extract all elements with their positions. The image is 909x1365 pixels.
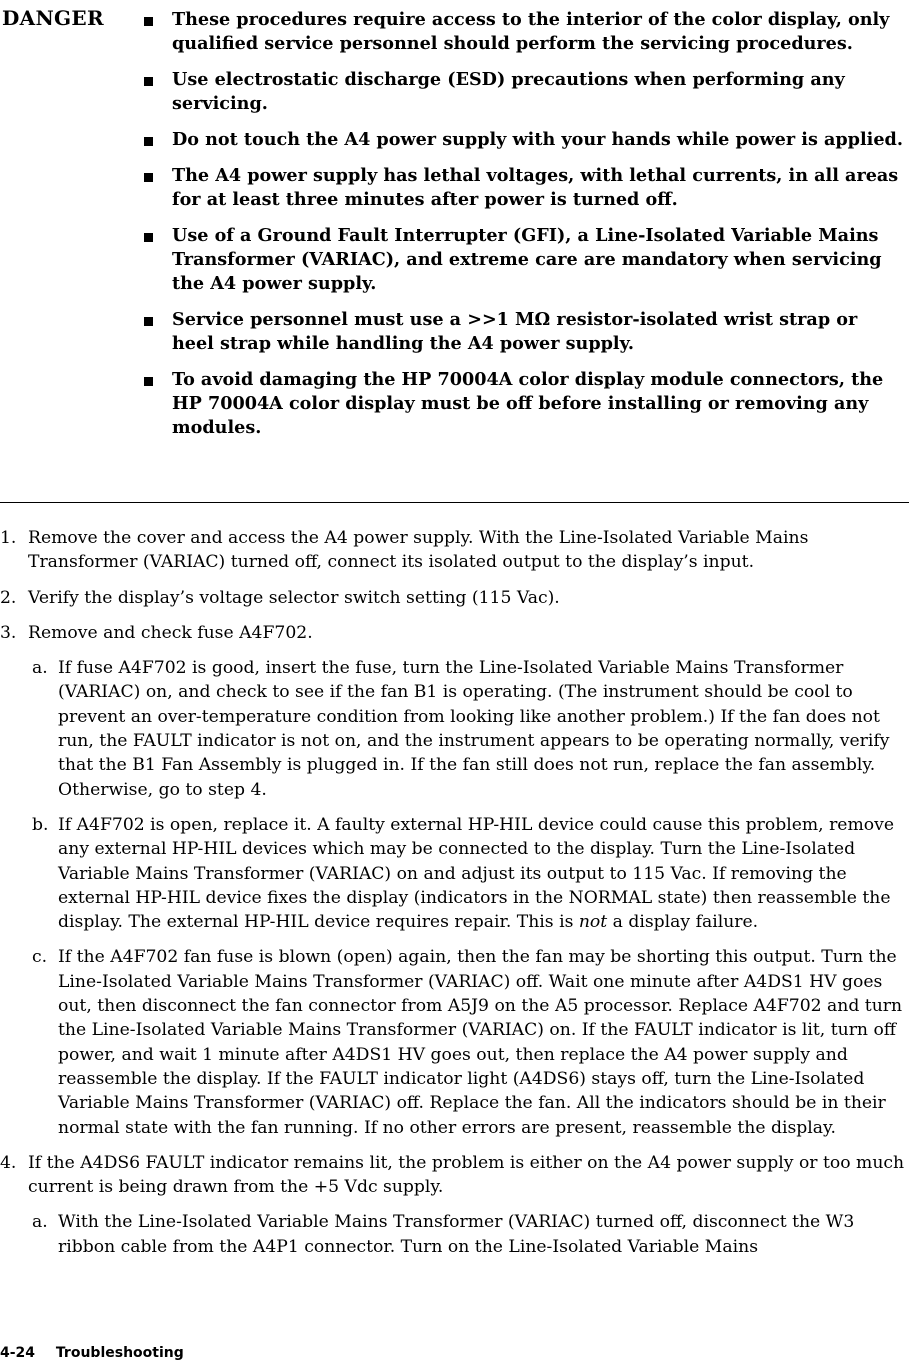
substep-3c [0, 945, 905, 1139]
square-bullet-icon [144, 377, 153, 386]
substep-3a [0, 656, 905, 802]
step-text: Remove and check fuse A4F702. [28, 622, 313, 643]
substep-letter: c. [32, 947, 48, 968]
step-number: 1. [0, 528, 17, 548]
step-text: Verify the display’s voltage selector switch setting (115 Vac). [28, 587, 560, 608]
step-text: Remove the cover and access the A4 power supply. With the Line-Isolated Variable Mains Transformer (VARIAC) turned off, connect its isolated output to the display’s input. [28, 528, 809, 573]
step-1 [0, 526, 905, 575]
substep-text-before: If A4F702 is open, replace it. A faulty external HP-HIL device could cause this problem, remove any external HP-HIL devices which may be connected to the display. Turn the Line-Isolated Variable Mains Transformer (VARIAC) on and adjust its output to 115 Vac. If removing the external HP-HIL device fixes the display (indicators in the NORMAL state) then reassemble the display. The external HP-HIL device requires repair. This is [58, 814, 895, 933]
step-number: 4. [0, 1152, 17, 1173]
danger-item [144, 128, 904, 152]
substep-text [58, 815, 894, 932]
danger-item-text: Do not touch the A4 power supply with your hands while power is applied. [172, 129, 903, 150]
procedure-steps [0, 526, 905, 1270]
square-bullet-icon [144, 233, 153, 242]
substep-text-after: a display failure. [607, 912, 759, 933]
square-bullet-icon [144, 77, 153, 86]
footer-section-title: Troubleshooting [55, 1345, 184, 1361]
section-divider [0, 502, 909, 503]
danger-item-text: To avoid damaging the HP 70004A color display module connectors, the HP 70004A color display must be off before installing or removing any modules. [172, 369, 884, 438]
substep-letter: b. [32, 814, 49, 835]
square-bullet-icon [144, 173, 153, 182]
danger-item-text: These procedures require access to the interior of the color display, only qualified service personnel should perform the servicing procedures. [172, 9, 890, 54]
page-footer [0, 1345, 184, 1361]
step-2 [0, 586, 905, 610]
substep-4a [0, 1210, 905, 1259]
danger-label: DANGER [2, 6, 104, 30]
danger-item [144, 368, 904, 440]
danger-list [144, 8, 904, 452]
danger-item [144, 164, 904, 212]
substep-text: With the Line-Isolated Variable Mains Transformer (VARIAC) turned off, disconnect the W3 ribbon cable from the A4P1 connector. Turn on the Line-Isolated Variable Mains [58, 1212, 855, 1257]
danger-item-text: Service personnel must use a >>1 MΩ resistor-isolated wrist strap or heel strap while handling the A4 power supply. [172, 309, 858, 354]
footer-page-number: 4-24 [0, 1345, 36, 1361]
substep-text: If the A4F702 fan fuse is blown (open) again, then the fan may be shorting this output. Turn the Line-Isolated Variable Mains Transformer (VARIAC) off. Wait one minute after A4DS1 HV goes out, then disconnect the fan connector from A5J9 on the A5 processor. Replace A4F702 and turn the Line-Isolated Variable Mains Transformer (VARIAC) on. If the FAULT indicator is lit, turn off power, and wait 1 minute after A4DS1 HV goes out, then replace the A4 power supply and reassemble the display. If the FAULT indicator light (A4DS6) stays off, turn the Line-Isolated Variable Mains Transformer (VARIAC) off. Replace the fan. All the indicators should be in their normal state with the fan running. If no other errors are present, reassemble the display. [58, 947, 903, 1138]
emphasis-text: not [578, 912, 608, 933]
danger-item-text: The A4 power supply has lethal voltages, with lethal currents, in all areas for at least three minutes after power is turned off. [172, 165, 899, 210]
danger-item-text: Use electrostatic discharge (ESD) precautions when performing any servicing. [172, 69, 845, 114]
substep-3b [0, 813, 905, 934]
danger-item [144, 68, 904, 116]
danger-item [144, 8, 904, 56]
substep-text: If fuse A4F702 is good, insert the fuse, turn the Line-Isolated Variable Mains Transformer (VARIAC) on, and check to see if the fan B1 is operating. (The instrument should be cool to prevent an over-temperature condition from looking like another problem.) If the fan does not run, the FAULT indicator is not on, and the instrument appears to be operating normally, verify that the B1 Fan Assembly is plugged in. If the fan still does not run, replace the fan assembly. Otherwise, go to step 4. [58, 658, 890, 800]
substep-letter: a. [32, 658, 48, 679]
danger-item-text: Use of a Ground Fault Interrupter (GFI), a Line-Isolated Variable Mains Transformer (VARIAC), and extreme care are mandatory when servicing the A4 power supply. [172, 225, 882, 294]
square-bullet-icon [144, 137, 153, 146]
step-number: 2. [0, 587, 17, 608]
danger-item [144, 308, 904, 356]
square-bullet-icon [144, 317, 153, 326]
square-bullet-icon [144, 17, 153, 26]
step-number: 3. [0, 622, 17, 643]
step-text: If the A4DS6 FAULT indicator remains lit, the problem is either on the A4 power supply or too much current is being drawn from the +5 Vdc supply. [28, 1152, 905, 1198]
step-3 [0, 621, 905, 645]
substep-letter: a. [32, 1212, 48, 1233]
danger-item [144, 224, 904, 296]
step-4 [0, 1151, 905, 1200]
